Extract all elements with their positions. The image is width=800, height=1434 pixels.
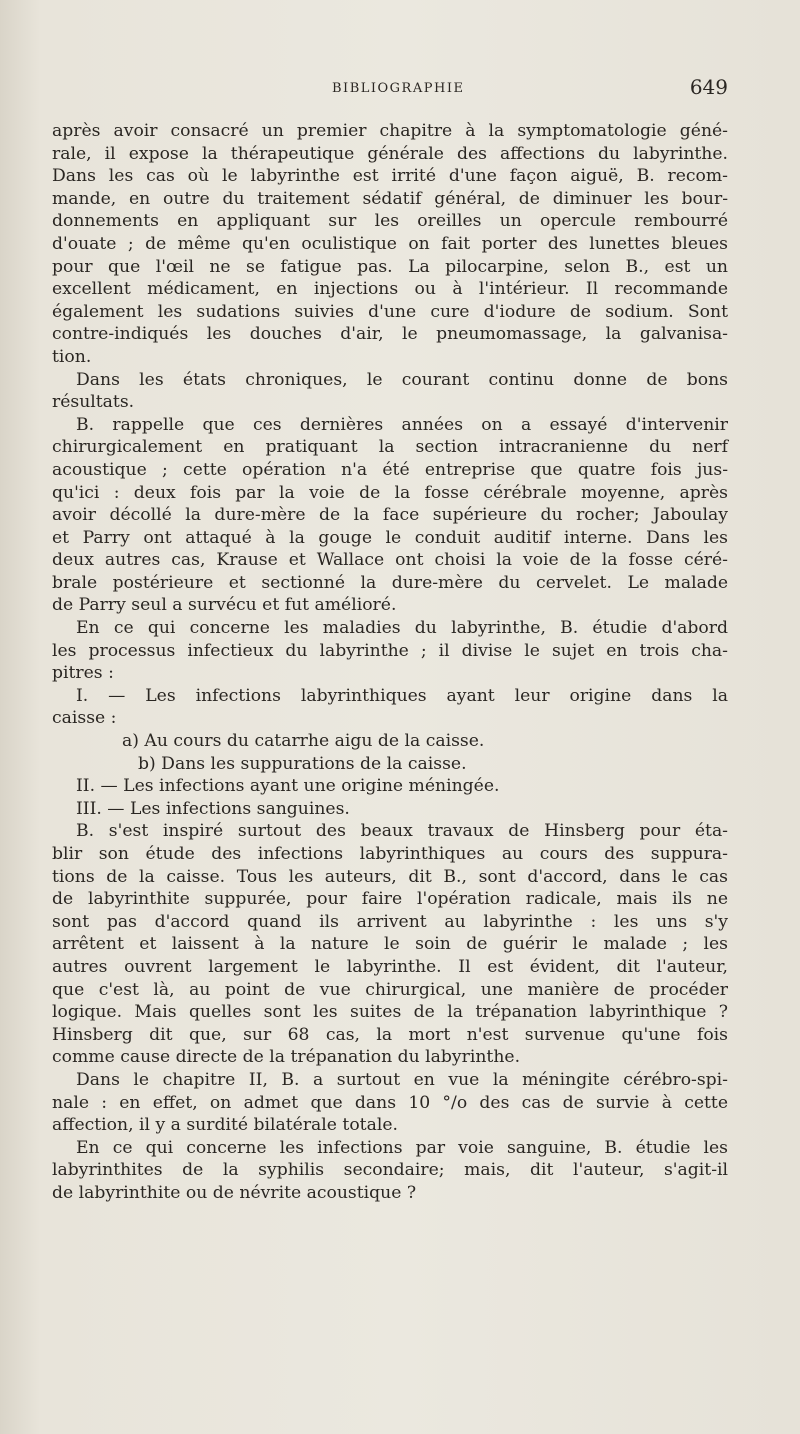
text-line: acoustique ; cette opération n'a été entreprise que quatre fois jus- bbox=[52, 459, 728, 480]
list-item: b) Dans les suppurations de la caisse. bbox=[138, 753, 467, 774]
list-item: II. — Les infections ayant une origine méningée. bbox=[76, 776, 500, 797]
text-line: En ce qui concerne les maladies du labyrinthe, B. étudie d'abord bbox=[76, 618, 728, 639]
text-line: de labyrinthite suppurée, pour faire l'opération radicale, mais ils ne bbox=[52, 889, 728, 910]
text-line: sont pas d'accord quand ils arrivent au labyrinthe : les uns s'y bbox=[52, 911, 728, 932]
text-line: que c'est là, au point de vue chirurgical, une manière de procéder bbox=[52, 979, 728, 1000]
text-line: contre-indiqués les douches d'air, le pneumomassage, la galvanisa- bbox=[52, 324, 728, 345]
text-line: donnements en appliquant sur les oreilles un opercule rembourré bbox=[52, 211, 728, 232]
text-line: qu'ici : deux fois par la voie de la fosse cérébrale moyenne, après bbox=[52, 482, 728, 503]
text-line: pour que l'œil ne se fatigue pas. La pilocarpine, selon B., est un bbox=[52, 256, 728, 277]
text-line: chirurgicalement en pratiquant la section intracranienne du nerf bbox=[52, 437, 728, 458]
page-header bbox=[52, 75, 728, 105]
text-line: I. — Les infections labyrinthiques ayant leur origine dans la bbox=[76, 685, 728, 706]
text-line: affection, il y a surdité bilatérale totale. bbox=[52, 1115, 398, 1136]
text-line: résultats. bbox=[52, 392, 135, 413]
list-item: III. — Les infections sanguines. bbox=[76, 798, 350, 819]
text-line: labyrinthites de la syphilis secondaire; mais, dit l'auteur, s'agit-il bbox=[52, 1160, 728, 1181]
text-line: d'ouate ; de même qu'en oculistique on fait porter des lunettes bleues bbox=[52, 233, 728, 254]
text-line: logique. Mais quelles sont les suites de la trépanation labyrinthique ? bbox=[52, 1002, 728, 1023]
text-line: et Parry ont attaqué à la gouge le conduit auditif interne. Dans les bbox=[52, 527, 728, 548]
text-line: pitres : bbox=[52, 663, 114, 684]
text-line: deux autres cas, Krause et Wallace ont choisi la voie de la fosse céré- bbox=[52, 550, 728, 571]
text-line: après avoir consacré un premier chapitre à la symptomatologie géné- bbox=[52, 121, 728, 141]
text-line: rale, il expose la thérapeutique générale des affections du labyrinthe. bbox=[52, 143, 728, 164]
text-line: brale postérieure et sectionné la dure-mère du cervelet. Le malade bbox=[52, 572, 728, 593]
text-line: autres ouvrent largement le labyrinthe. Il est évident, dit l'auteur, bbox=[52, 956, 728, 977]
text-line: avoir décollé la dure-mère de la face supérieure du rocher; Jaboulay bbox=[52, 505, 728, 526]
text-line: arrêtent et laissent à la nature le soin de guérir le malade ; les bbox=[52, 934, 728, 955]
text-line: de labyrinthite ou de névrite acoustique ? bbox=[52, 1182, 417, 1203]
text-line: caisse : bbox=[52, 708, 117, 729]
text-line: de Parry seul a survécu et fut amélioré. bbox=[52, 595, 397, 616]
text-line: En ce qui concerne les infections par voie sanguine, B. étudie les bbox=[76, 1137, 728, 1158]
body-text bbox=[52, 120, 728, 1205]
list-item: a) Au cours du catarrhe aigu de la caisse. bbox=[122, 731, 485, 752]
text-line: Hinsberg dit que, sur 68 cas, la mort n'est survenue qu'une fois bbox=[52, 1024, 728, 1045]
text-line: tion. bbox=[52, 346, 92, 367]
page-number: 649 bbox=[689, 75, 728, 99]
text-line: blir son étude des infections labyrinthiques au cours des suppura- bbox=[52, 844, 728, 864]
text-line: mande, en outre du traitement sédatif général, de diminuer les bour- bbox=[52, 188, 728, 209]
text-line: Dans les cas où le labyrinthe est irrité d'une façon aiguë, B. recom- bbox=[52, 166, 728, 187]
text-line: Dans les états chroniques, le courant continu donne de bons bbox=[76, 369, 728, 390]
text-line: excellent médicament, en injections ou à l'intérieur. Il recommande bbox=[52, 279, 728, 300]
running-title: BIBLIOGRAPHIE bbox=[332, 81, 465, 96]
text-line: les processus infectieux du labyrinthe ; il divise le sujet en trois cha- bbox=[52, 640, 728, 661]
text-line: comme cause directe de la trépanation du labyrinthe. bbox=[52, 1047, 521, 1068]
text-line: tions de la caisse. Tous les auteurs, dit B., sont d'accord, dans le cas bbox=[52, 866, 728, 887]
text-line: Dans le chapitre II, B. a surtout en vue la méningite cérébro-spi- bbox=[76, 1069, 728, 1090]
text-line: B. rappelle que ces dernières années on a essayé d'intervenir bbox=[76, 414, 728, 435]
text-line: également les sudations suivies d'une cure d'iodure de sodium. Sont bbox=[52, 301, 728, 322]
text-line: B. s'est inspiré surtout des beaux travaux de Hinsberg pour éta- bbox=[76, 821, 728, 842]
text-line: nale : en effet, on admet que dans 10 °/o des cas de survie à cette bbox=[52, 1092, 728, 1113]
